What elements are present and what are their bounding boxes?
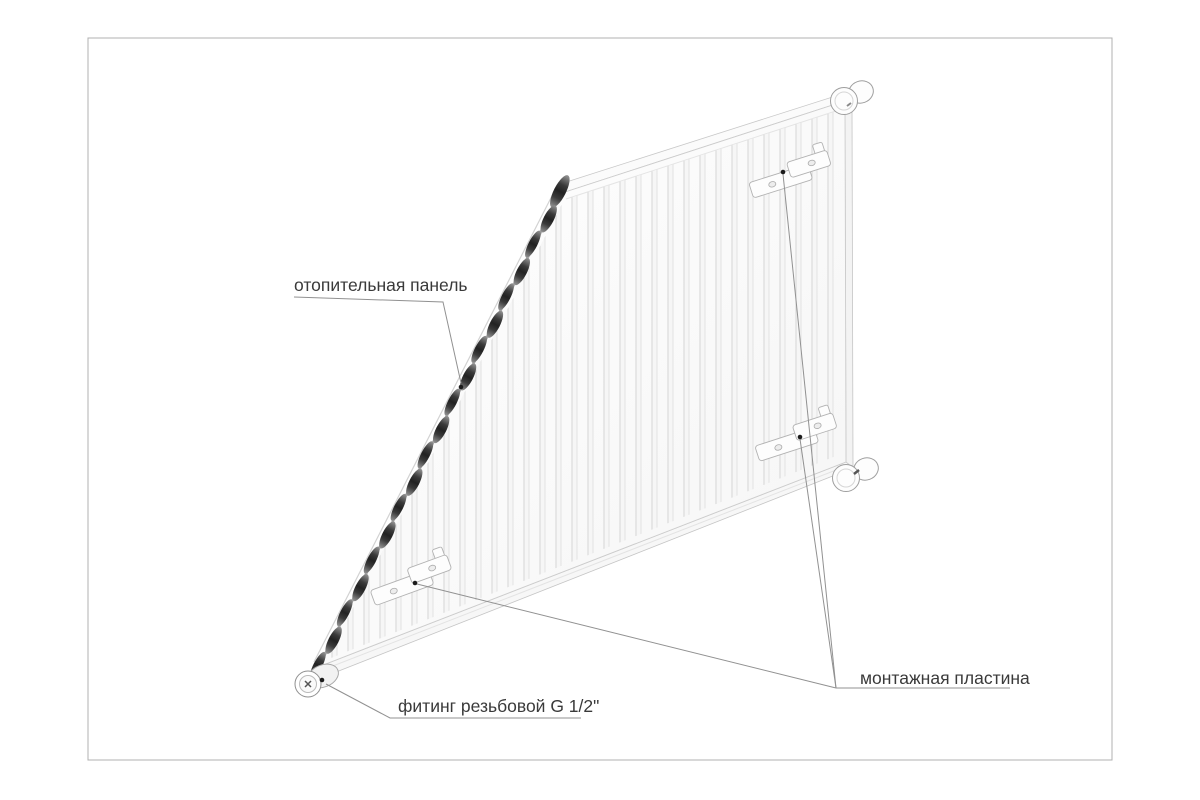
label-heating-panel: отопительная панель [294, 275, 468, 295]
dot-plate-top [781, 170, 786, 175]
dot-plate-left [413, 581, 418, 586]
dot-fitting [320, 678, 325, 683]
label-threaded-fitting: фитинг резьбовой G 1/2" [398, 696, 600, 716]
label-mounting-plate: монтажная пластина [860, 668, 1030, 688]
dot-plate-bottom-right [798, 435, 803, 440]
dot-heating-panel [459, 385, 464, 390]
